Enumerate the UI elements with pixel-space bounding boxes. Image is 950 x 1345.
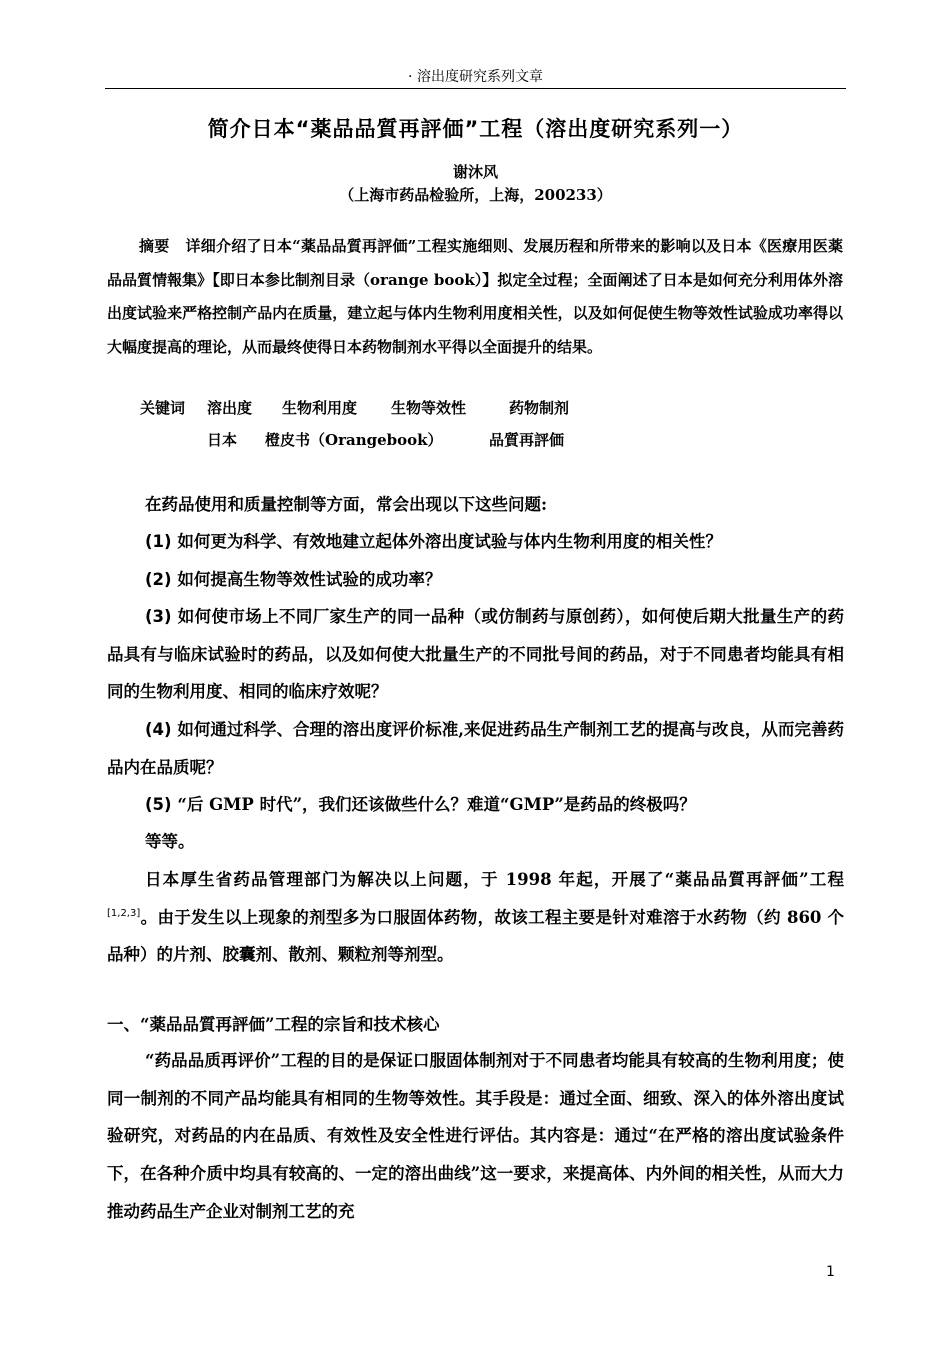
question-5 <box>107 786 844 824</box>
abstract <box>107 230 843 364</box>
question-1 <box>107 523 844 561</box>
abstract-text: 详细介绍了日本“薬品品質再評価”工程实施细则、发展历程和所带来的影响以及日本《医療用医薬品品質情報集》【即日本参比制剂目录（orange book）】拟定全过程；全面阐述了日本是如何充分利用体外溶出度试验来严格控制产品内在质量，建立起与体内生物利用度相关性，以及如何促使生物等效性试验成功率得以大幅度提高的理论，从而最终使得日本药物制剂水平得以全面提升的结果。 <box>107 237 843 356</box>
intro-paragraph: 在药品使用和质量控制等方面，常会出现以下这些问题: <box>145 495 548 514</box>
section-heading: 一、“薬品品質再評価”工程的宗旨和技术核心 <box>107 1015 440 1034</box>
keyword: 生物等效性 <box>391 399 467 417</box>
running-head: · 溶出度研究系列文章 <box>408 69 543 85</box>
author-affiliation: （上海市药品检验所，上海，200233） <box>339 186 612 204</box>
abstract-label: 摘要 <box>139 237 170 255</box>
japan-text-b: 。由于发生以上现象的剂型多为口服固体药物，故该工程主要是针对难溶于水药物（约 860 个品种）的片剂、胶囊剂、散剂、颗粒剂等剂型。 <box>107 907 844 965</box>
question-text: 如何通过科学、合理的溶出度评价标准,来促进药品生产制剂工艺的提高与改良，从而完善药品内在品质呢？ <box>107 720 845 777</box>
question-number: (1) <box>145 532 172 551</box>
question-number: (4) <box>145 720 172 739</box>
japan-text-a: 日本厚生省药品管理部门为解决以上问题，于 1998 年起，开展了“薬品品質再評価”工程 <box>145 870 844 889</box>
keyword: 生物利用度 <box>282 399 358 417</box>
question-number: (3) <box>145 607 172 626</box>
question-text: 如何使市场上不同厂家生产的同一品种（或仿制药与原创药），如何使后期大批量生产的药品具有与临床试验时的药品，以及如何使大批量生产的不同批号间的药品，对于不同患者均能具有相同的生物利用度、相同的临床疗效呢？ <box>107 607 845 702</box>
keywords-label: 关键词 <box>140 399 186 417</box>
question-4 <box>107 711 844 786</box>
keyword: 日本 <box>207 431 238 449</box>
citation-ref: [1,2,3] <box>107 907 141 919</box>
section-1-paragraph: “药品品质再评价”工程的目的是保证口服固体制剂对于不同患者均能具有较高的生物利用度；使同一制剂的不同产品均能具有相同的生物等效性。其手段是：通过全面、细致、深入的体外溶出度试验研究，对药品的内在品质、有效性及安全性进行评估。其内容是：通过“在严格的溶出度试验条件下，在各种介质中均具有较高的、一定的溶出曲线”这一要求，来提高体、内外间的相关性，从而大力推动药品生产企业对制剂工艺的充 <box>107 1051 844 1221</box>
header-rule <box>105 88 846 89</box>
page-number: 1 <box>826 1264 835 1280</box>
etc-line: 等等。 <box>145 832 195 851</box>
question-3 <box>107 598 844 711</box>
question-number: (5) <box>145 795 172 814</box>
keyword: 溶出度 <box>207 399 253 417</box>
author-name: 谢沐风 <box>452 163 498 181</box>
keyword: 药物制剂 <box>509 399 570 417</box>
question-text: 如何提高生物等效性试验的成功率？ <box>177 570 442 589</box>
question-2 <box>107 561 844 599</box>
question-number: (2) <box>145 570 172 589</box>
keyword: 橙皮书（Orangebook） <box>265 431 443 449</box>
japan-paragraph <box>107 861 844 974</box>
question-text: “后 GMP 时代”，我们还该做些什么？难道“GMP”是药品的终极吗？ <box>177 795 696 814</box>
keyword: 品質再評価 <box>489 431 565 449</box>
paper-title: 简介日本“薬品品質再評価”工程（溶出度研究系列一） <box>207 117 744 141</box>
question-text: 如何更为科学、有效地建立起体外溶出度试验与体内生物利用度的相关性？ <box>177 532 722 551</box>
